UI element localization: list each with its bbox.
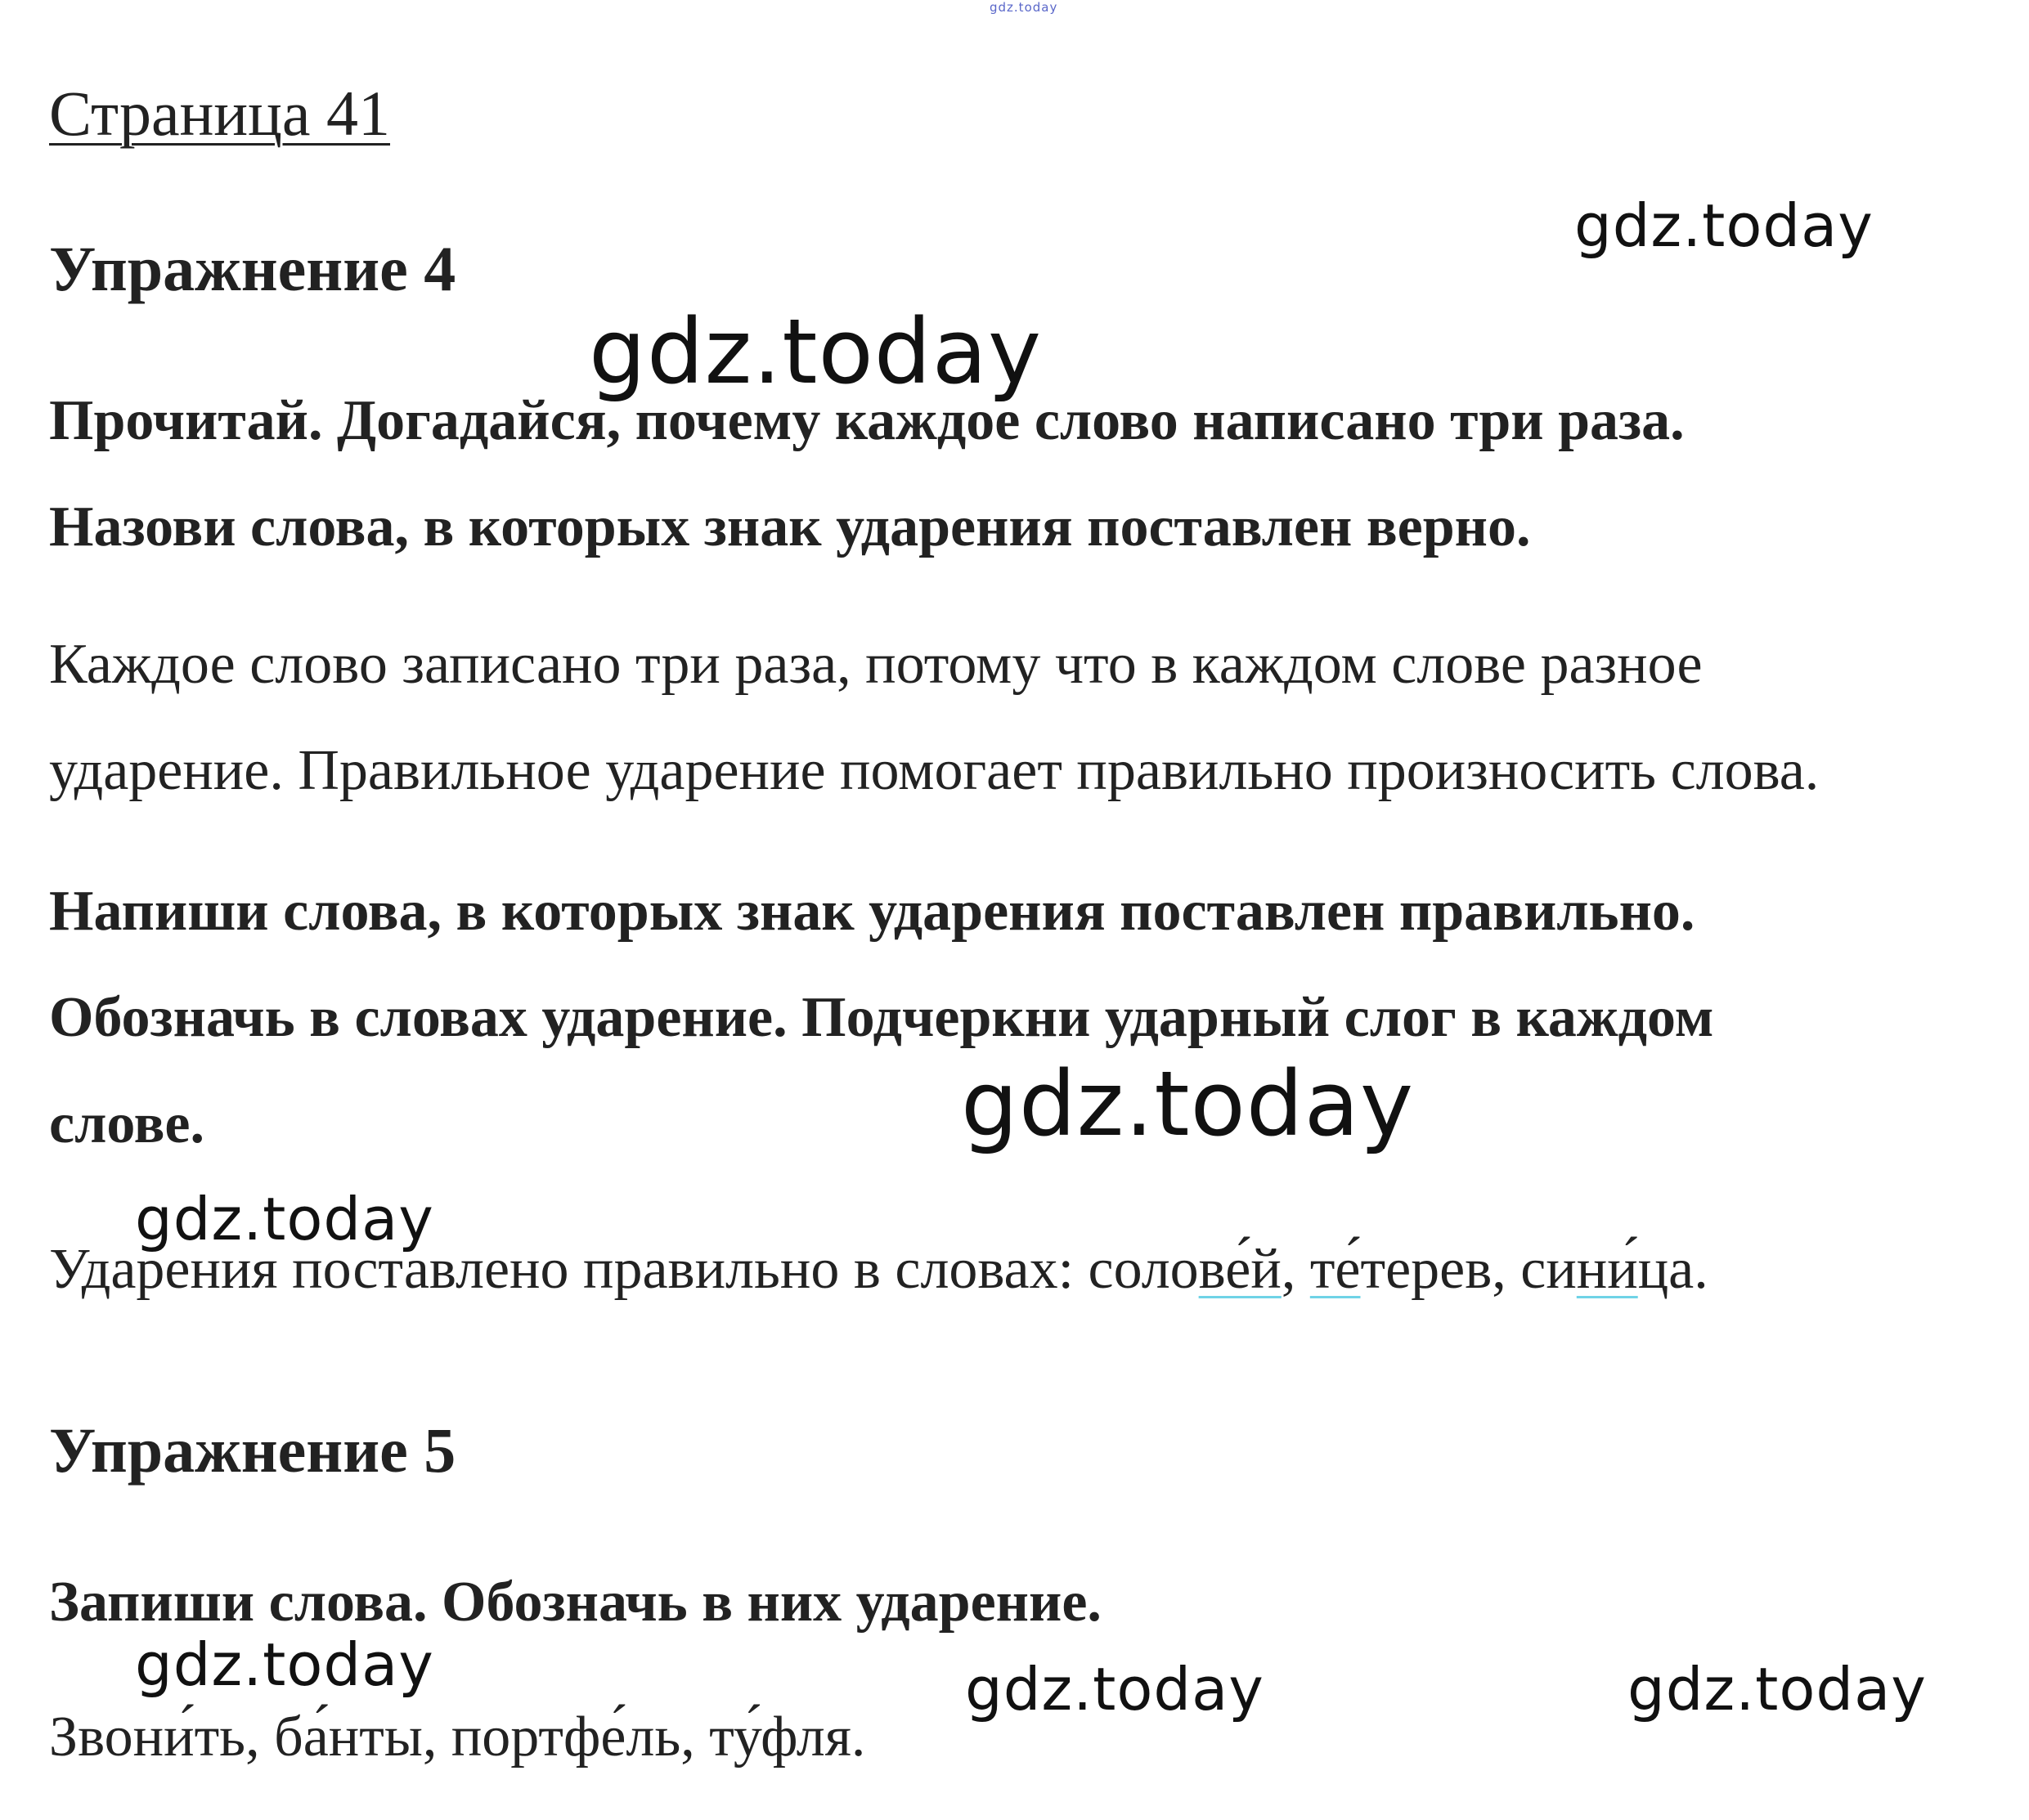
answer-2-separator: ,	[1281, 1238, 1310, 1301]
watermark: gdz.today	[961, 1051, 1415, 1156]
watermark: gdz.today	[589, 299, 1043, 404]
exercise-4-answer-line-1: Каждое слово записано три раза, потому что в каждом слове разное	[49, 633, 1703, 696]
answer-2-text: ца.	[1637, 1238, 1708, 1301]
exercise-4-task2-line-1: Напиши слова, в которых знак ударения поставлен правильно.	[49, 880, 1695, 943]
exercise-5-heading: Упражнение 5	[49, 1414, 456, 1486]
page-title: Страница 41	[49, 78, 391, 149]
top-watermark: gdz.today	[990, 0, 1058, 15]
exercise-4-task2-line-2: Обозначь в словах ударение. Подчеркни ударный слог в каждом	[49, 986, 1714, 1049]
watermark: gdz.today	[135, 1185, 434, 1253]
answer-2-text: терев, си	[1360, 1238, 1577, 1301]
exercise-4-task-line-2: Назови слова, в которых знак ударения поставлен верно.	[49, 495, 1531, 558]
exercise-4-task-line-1: Прочитай. Догадайся, почему каждое слово написано три раза.	[49, 389, 1685, 452]
stressed-syllable: ни́	[1576, 1238, 1638, 1301]
exercise-4-heading: Упражнение 4	[49, 233, 456, 304]
watermark: gdz.today	[1574, 191, 1874, 260]
answer-2-prefix: Ударения поставлено правильно в словах: соло	[49, 1238, 1199, 1301]
exercise-5-task: Запиши слова. Обозначь в них ударение.	[49, 1571, 1102, 1634]
stressed-syllable: те́	[1309, 1238, 1361, 1301]
exercise-4-answer-2	[49, 1238, 1708, 1301]
watermark: gdz.today	[135, 1630, 434, 1699]
stressed-syllable: ве́й	[1198, 1238, 1282, 1301]
exercise-4-answer-line-2: ударение. Правильное ударение помогает правильно произносить слова.	[49, 739, 1820, 802]
exercise-5-answer: Звони́ть, ба́нты, портфе́ль, ту́фля.	[49, 1706, 866, 1768]
watermark: gdz.today	[1627, 1655, 1927, 1724]
watermark: gdz.today	[965, 1655, 1264, 1724]
exercise-4-task2-line-3: слове.	[49, 1092, 204, 1155]
